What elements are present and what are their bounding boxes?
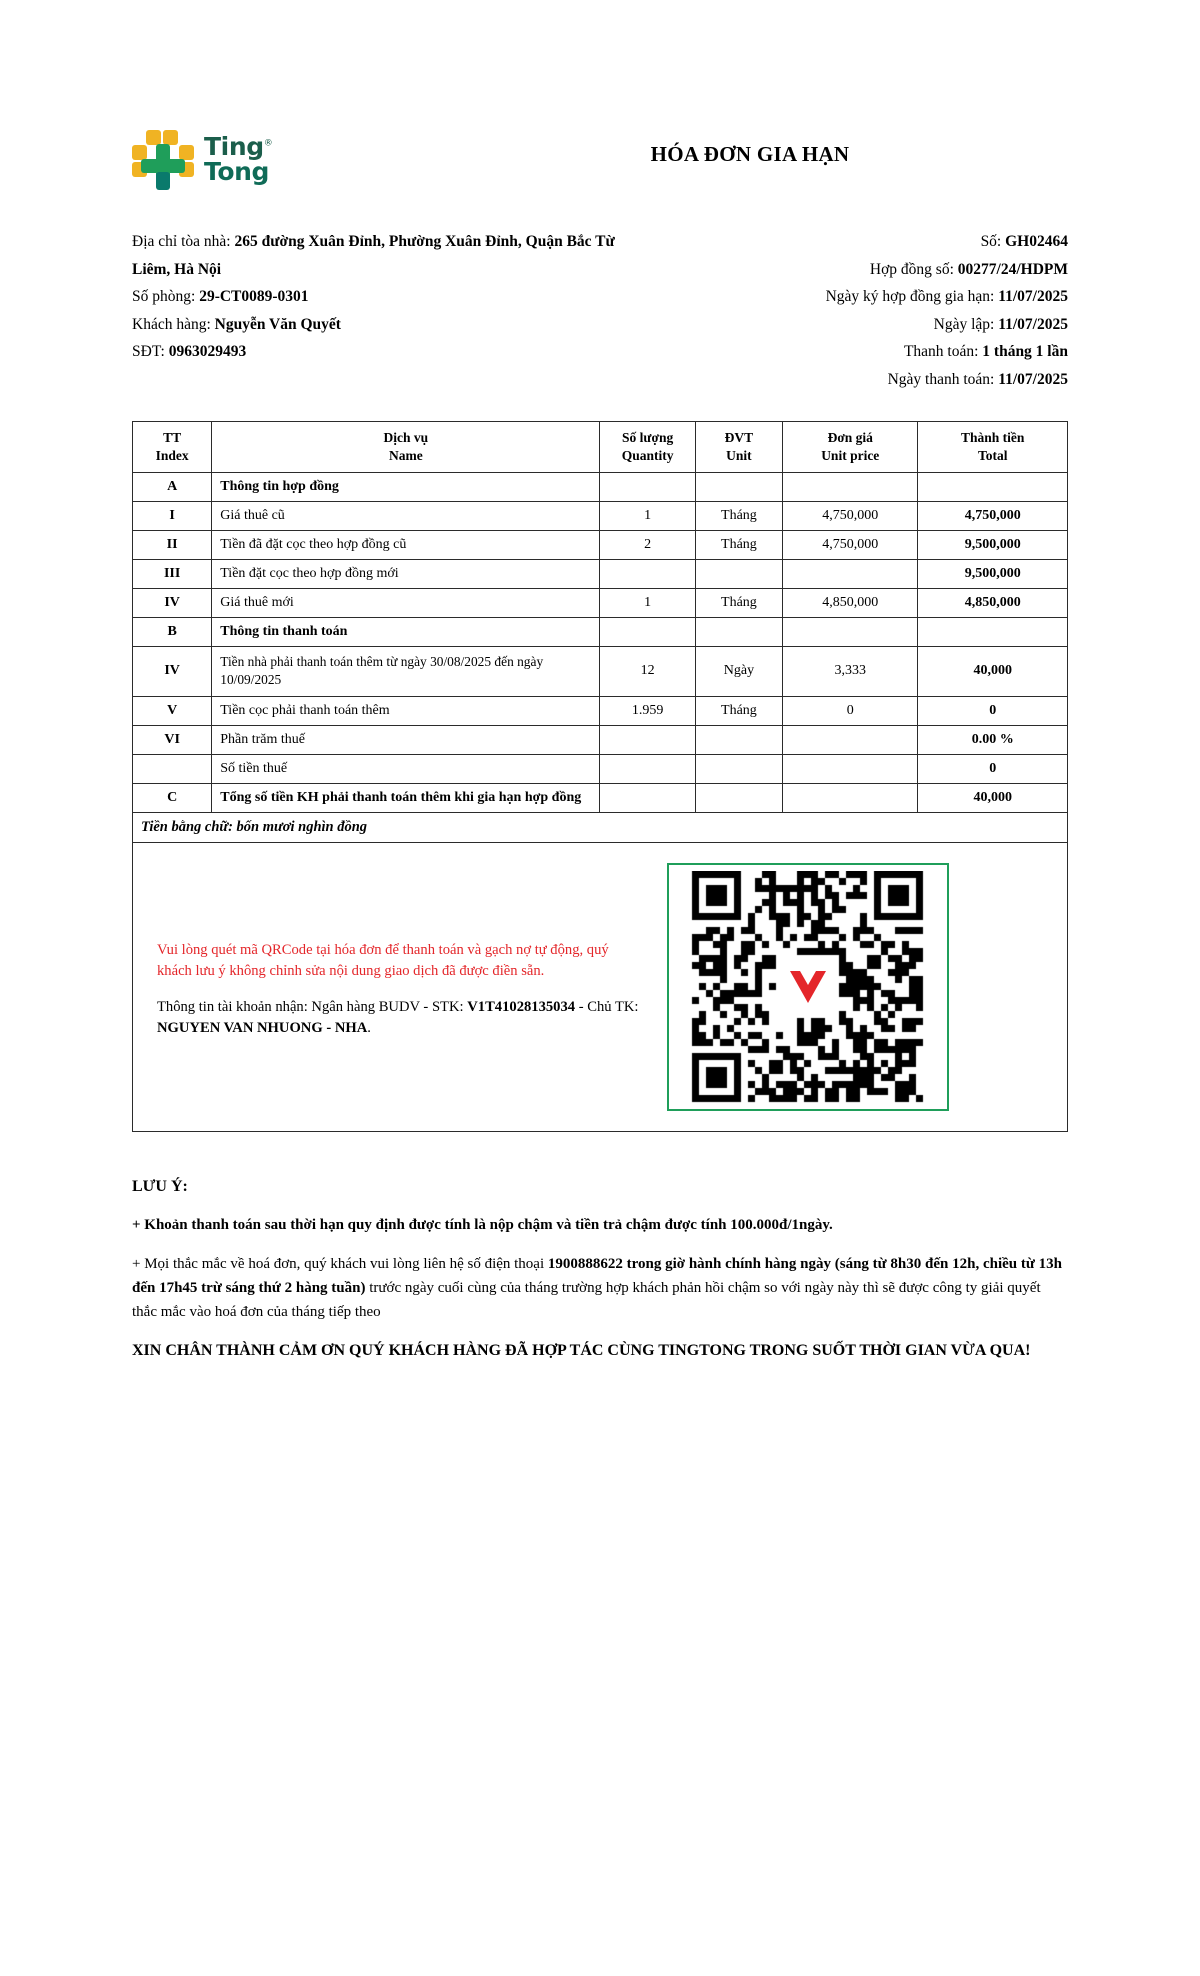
- row-index: I: [133, 501, 212, 530]
- note-item-2-part-c: trước ngày cuối cùng của tháng trường hợp khách phản hồi chậm so với ngày này thì sẽ được công ty giải quyết thắc mắc vào hoá đơn của tháng tiếp theo: [132, 1280, 1041, 1321]
- row-price: [783, 617, 918, 646]
- bank-info-suffix: .: [367, 1019, 371, 1036]
- meta-row-payment-cycle: [652, 338, 1068, 366]
- row-unit: Tháng: [695, 696, 782, 725]
- meta-value-room: 29-CT0089-0301: [199, 288, 309, 306]
- row-qty: [600, 559, 695, 588]
- meta-row-room: [132, 283, 652, 311]
- row-unit: Tháng: [695, 530, 782, 559]
- row-name: Thông tin thanh toán: [212, 617, 600, 646]
- bank-account-number: V1T41028135034: [467, 998, 576, 1015]
- col-quantity-line1: Số lượng: [622, 430, 674, 446]
- meta-label-payment-date: Ngày thanh toán:: [887, 370, 995, 388]
- row-price: 4,750,000: [783, 501, 918, 530]
- invoice-table: [132, 421, 1068, 1131]
- col-name-line2: Name: [388, 448, 423, 464]
- row-qty: 1.959: [600, 696, 695, 725]
- row-total: 40,000: [918, 646, 1068, 696]
- brand-logo: [132, 128, 472, 190]
- meta-left-column: [132, 228, 652, 393]
- row-index: B: [133, 617, 212, 646]
- col-unit-line1: ĐVT: [724, 430, 754, 446]
- col-unit-price-line2: Unit price: [821, 448, 880, 464]
- col-index: [133, 422, 212, 472]
- bank-info-middle: - Chủ TK:: [578, 998, 639, 1015]
- row-name: Tiền cọc phải thanh toán thêm: [212, 696, 600, 725]
- row-total: 4,850,000: [918, 588, 1068, 617]
- page-title: HÓA ĐƠN GIA HẠN: [650, 142, 850, 166]
- row-index: V: [133, 696, 212, 725]
- row-name: Giá thuê mới: [212, 588, 600, 617]
- payment-note-block: [141, 849, 667, 1125]
- row-index: C: [133, 783, 212, 812]
- qr-warning-text: Vui lòng quét mã QRCode tại hóa đơn để thanh toán và gạch nợ tự động, quý khách lưu ý không chỉnh sửa nội dung giao dịch đã được điền sẵn.: [157, 942, 609, 980]
- meta-value-phone: 0963029493: [168, 343, 247, 361]
- row-index: IV: [133, 588, 212, 617]
- row-price: [783, 559, 918, 588]
- meta-label-address: Địa chỉ tòa nhà:: [132, 233, 231, 250]
- row-name: Phần trăm thuế: [212, 725, 600, 754]
- note-item-2: [132, 1252, 1068, 1325]
- meta-row-payment-date: [652, 366, 1068, 394]
- table-row: [133, 725, 1068, 754]
- meta-right-column: [652, 228, 1068, 393]
- meta-label-issue-date: Ngày lập:: [933, 315, 995, 333]
- row-qty: [600, 754, 695, 783]
- table-row: [133, 754, 1068, 783]
- row-name: Giá thuê cũ: [212, 501, 600, 530]
- meta-label-number: Số:: [980, 233, 1002, 250]
- row-qty: 1: [600, 588, 695, 617]
- row-unit: [695, 472, 782, 501]
- table-row: [133, 559, 1068, 588]
- tingtong-logo-icon: [132, 128, 194, 190]
- col-unit-price-line1: Đơn giá: [827, 430, 873, 446]
- notes-section: [132, 1174, 1068, 1363]
- meta-row-issue-date: [652, 311, 1068, 339]
- meta-row-address: [132, 228, 652, 283]
- row-price: 4,750,000: [783, 530, 918, 559]
- row-unit: Tháng: [695, 588, 782, 617]
- meta-value-payment-date: 11/07/2025: [998, 370, 1068, 388]
- row-price: [783, 472, 918, 501]
- brand-name: [204, 134, 272, 184]
- document-header: [132, 0, 1068, 190]
- meta-value-sign-date: 11/07/2025: [998, 288, 1068, 306]
- col-quantity-line2: Quantity: [621, 448, 674, 464]
- row-total: [918, 617, 1068, 646]
- table-row: [133, 588, 1068, 617]
- invoice-meta: [132, 228, 1068, 393]
- heart-icon: [786, 967, 830, 1007]
- col-total: [918, 422, 1068, 472]
- table-header: [133, 422, 1068, 472]
- meta-label-room: Số phòng:: [132, 288, 196, 306]
- row-unit: [695, 559, 782, 588]
- meta-label-contract: Hợp đồng số:: [869, 260, 954, 278]
- row-price: [783, 783, 918, 812]
- table-body: [133, 472, 1068, 1131]
- row-unit: [695, 783, 782, 812]
- col-unit-price: [783, 422, 918, 472]
- meta-label-customer: Khách hàng:: [132, 315, 211, 333]
- col-total-line1: Thành tiền: [961, 430, 1025, 446]
- row-total: 9,500,000: [918, 559, 1068, 588]
- col-name-line1: Dịch vụ: [383, 430, 429, 446]
- row-name: Tiền đặt cọc theo hợp đồng mới: [212, 559, 600, 588]
- col-name: [212, 422, 600, 472]
- meta-label-payment-cycle: Thanh toán:: [903, 343, 979, 361]
- meta-value-payment-cycle: 1 tháng 1 lần: [982, 343, 1068, 361]
- meta-row-number: [652, 228, 1068, 256]
- meta-value-customer: Nguyễn Văn Quyết: [214, 315, 341, 333]
- row-total: 4,750,000: [918, 501, 1068, 530]
- row-name: Tổng số tiền KH phải thanh toán thêm khi gia hạn hợp đồng: [212, 783, 600, 812]
- col-quantity: [600, 422, 695, 472]
- row-name: Tiền đã đặt cọc theo hợp đồng cũ: [212, 530, 600, 559]
- row-unit: [695, 725, 782, 754]
- meta-value-address: 265 đường Xuân Đỉnh, Phường Xuân Đỉnh, Quận Bắc Từ Liêm, Hà Nội: [132, 233, 615, 278]
- row-name: Số tiền thuế: [212, 754, 600, 783]
- row-name: Tiền nhà phải thanh toán thêm từ ngày 30/08/2025 đến ngày 10/09/2025: [212, 646, 600, 696]
- meta-value-issue-date: 11/07/2025: [998, 315, 1068, 333]
- meta-value-number: GH02464: [1005, 233, 1068, 250]
- bank-info-text: [157, 997, 645, 1039]
- meta-row-contract: [652, 256, 1068, 284]
- row-qty: 12: [600, 646, 695, 696]
- row-total: 9,500,000: [918, 530, 1068, 559]
- row-unit: [695, 617, 782, 646]
- brand-name-line2: Tong: [204, 157, 270, 186]
- row-price: 4,850,000: [783, 588, 918, 617]
- row-price: [783, 725, 918, 754]
- table-row: [133, 646, 1068, 696]
- note-item-2-part-a: + Mọi thắc mắc về hoá đơn, quý khách vui lòng liên hệ số điện thoại: [132, 1255, 545, 1272]
- table-row: [133, 783, 1068, 812]
- row-total: 40,000: [918, 783, 1068, 812]
- bank-info-prefix: Thông tin tài khoản nhận: Ngân hàng BUDV - STK:: [157, 998, 464, 1015]
- col-unit-line2: Unit: [726, 448, 752, 464]
- amount-in-words-row: [133, 812, 1068, 842]
- row-total: 0.00 %: [918, 725, 1068, 754]
- col-total-line2: Total: [977, 448, 1008, 464]
- meta-label-phone: SĐT:: [132, 343, 165, 361]
- col-index-line2: Index: [155, 448, 189, 464]
- row-qty: [600, 472, 695, 501]
- row-total: 0: [918, 696, 1068, 725]
- row-index: II: [133, 530, 212, 559]
- row-price: 0: [783, 696, 918, 725]
- row-qty: 1: [600, 501, 695, 530]
- row-unit: [695, 754, 782, 783]
- row-qty: [600, 725, 695, 754]
- registered-mark-icon: ®: [263, 138, 273, 149]
- col-index-line1: TT: [163, 430, 182, 446]
- table-row: [133, 617, 1068, 646]
- table-header-row: [133, 422, 1068, 472]
- qr-payment-cell: [133, 842, 1068, 1131]
- table-row: [133, 501, 1068, 530]
- qr-code-box[interactable]: [667, 863, 949, 1111]
- row-name: Thông tin hợp đồng: [212, 472, 600, 501]
- qr-payment-row: [133, 842, 1068, 1131]
- row-unit: Ngày: [695, 646, 782, 696]
- row-qty: [600, 617, 695, 646]
- meta-row-phone: [132, 338, 652, 366]
- row-total: 0: [918, 754, 1068, 783]
- meta-row-customer: [132, 311, 652, 339]
- row-index: VI: [133, 725, 212, 754]
- row-price: [783, 754, 918, 783]
- meta-label-sign-date: Ngày ký hợp đồng gia hạn:: [825, 288, 995, 306]
- row-qty: [600, 783, 695, 812]
- notes-title: LƯU Ý:: [132, 1177, 188, 1195]
- row-qty: 2: [600, 530, 695, 559]
- note-item-1: [132, 1213, 1068, 1237]
- note-item-1-text: + Khoản thanh toán sau thời hạn quy định được tính là nộp chậm và tiền trả chậm được tính 100.000đ/1ngày.: [132, 1217, 833, 1234]
- row-unit: Tháng: [695, 501, 782, 530]
- bank-account-owner: NGUYEN VAN NHUONG - NHA: [157, 1019, 368, 1036]
- table-row: [133, 530, 1068, 559]
- col-unit: [695, 422, 782, 472]
- amount-in-words: Tiền bằng chữ: bốn mươi nghìn đồng: [133, 812, 1068, 842]
- row-index: A: [133, 472, 212, 501]
- table-row: [133, 696, 1068, 725]
- row-price: 3,333: [783, 646, 918, 696]
- row-index: III: [133, 559, 212, 588]
- qr-heart-logo: [782, 961, 834, 1013]
- row-index: IV: [133, 646, 212, 696]
- row-total: [918, 472, 1068, 501]
- meta-row-sign-date: [652, 283, 1068, 311]
- row-index: [133, 754, 212, 783]
- meta-value-contract: 00277/24/HDPM: [957, 260, 1068, 278]
- table-row: [133, 472, 1068, 501]
- brand-name-line1: Ting: [204, 132, 264, 161]
- thanks-message: XIN CHÂN THÀNH CẢM ƠN QUÝ KHÁCH HÀNG ĐÃ HỢP TÁC CÙNG TINGTONG TRONG SUỐT THỜI GIAN VỪA QUA!: [132, 1341, 1031, 1359]
- note-item-2-part-b: 1900888622 trong giờ hành chính hàng ngày (sáng từ 8h30 đến 12h, chiều từ 13h đến 17h45 trừ sáng thứ 2 hàng tuần): [132, 1255, 1062, 1297]
